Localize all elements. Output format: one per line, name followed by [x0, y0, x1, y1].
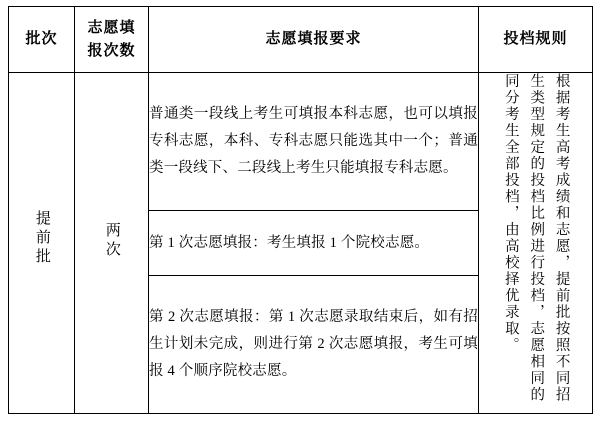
table-row — [9, 73, 593, 211]
cell-times — [75, 73, 149, 414]
volunteer-table — [8, 6, 593, 414]
cell-requirement-2: 第 1 次志愿填报：考生填报 1 个院校志愿。 — [149, 211, 479, 275]
cell-rule — [479, 73, 593, 414]
header-rule: 投档规则 — [479, 7, 593, 73]
header-batch: 批次 — [9, 7, 75, 73]
cell-requirement-3: 第 2 次志愿填报：第 1 次志愿录取结束后，如有招生计划未完成，则进行第 2 次志愿填报，考生可填报 4 个顺序院校志愿。 — [149, 275, 479, 413]
table-header-row — [9, 7, 593, 73]
times-label: 两次 — [103, 221, 120, 260]
header-times: 志愿填报次数 — [75, 7, 149, 73]
cell-requirement-1: 普通类一段线上考生可填报本科志愿，也可以填报专科志愿，本科、专科志愿只能选其中一个；普通类一段线下、二段线上考生只能填报专科志愿。 — [149, 73, 479, 211]
batch-label: 提前批 — [33, 209, 50, 267]
header-requirement: 志愿填报要求 — [149, 7, 479, 73]
rule-text: 根据考生高考成绩和志愿，提前批按照不同招生类型规定的投档比例进行投档，志愿相同的同分考生全部投档，由高校择优录取。 — [502, 73, 570, 403]
cell-batch — [9, 73, 75, 414]
